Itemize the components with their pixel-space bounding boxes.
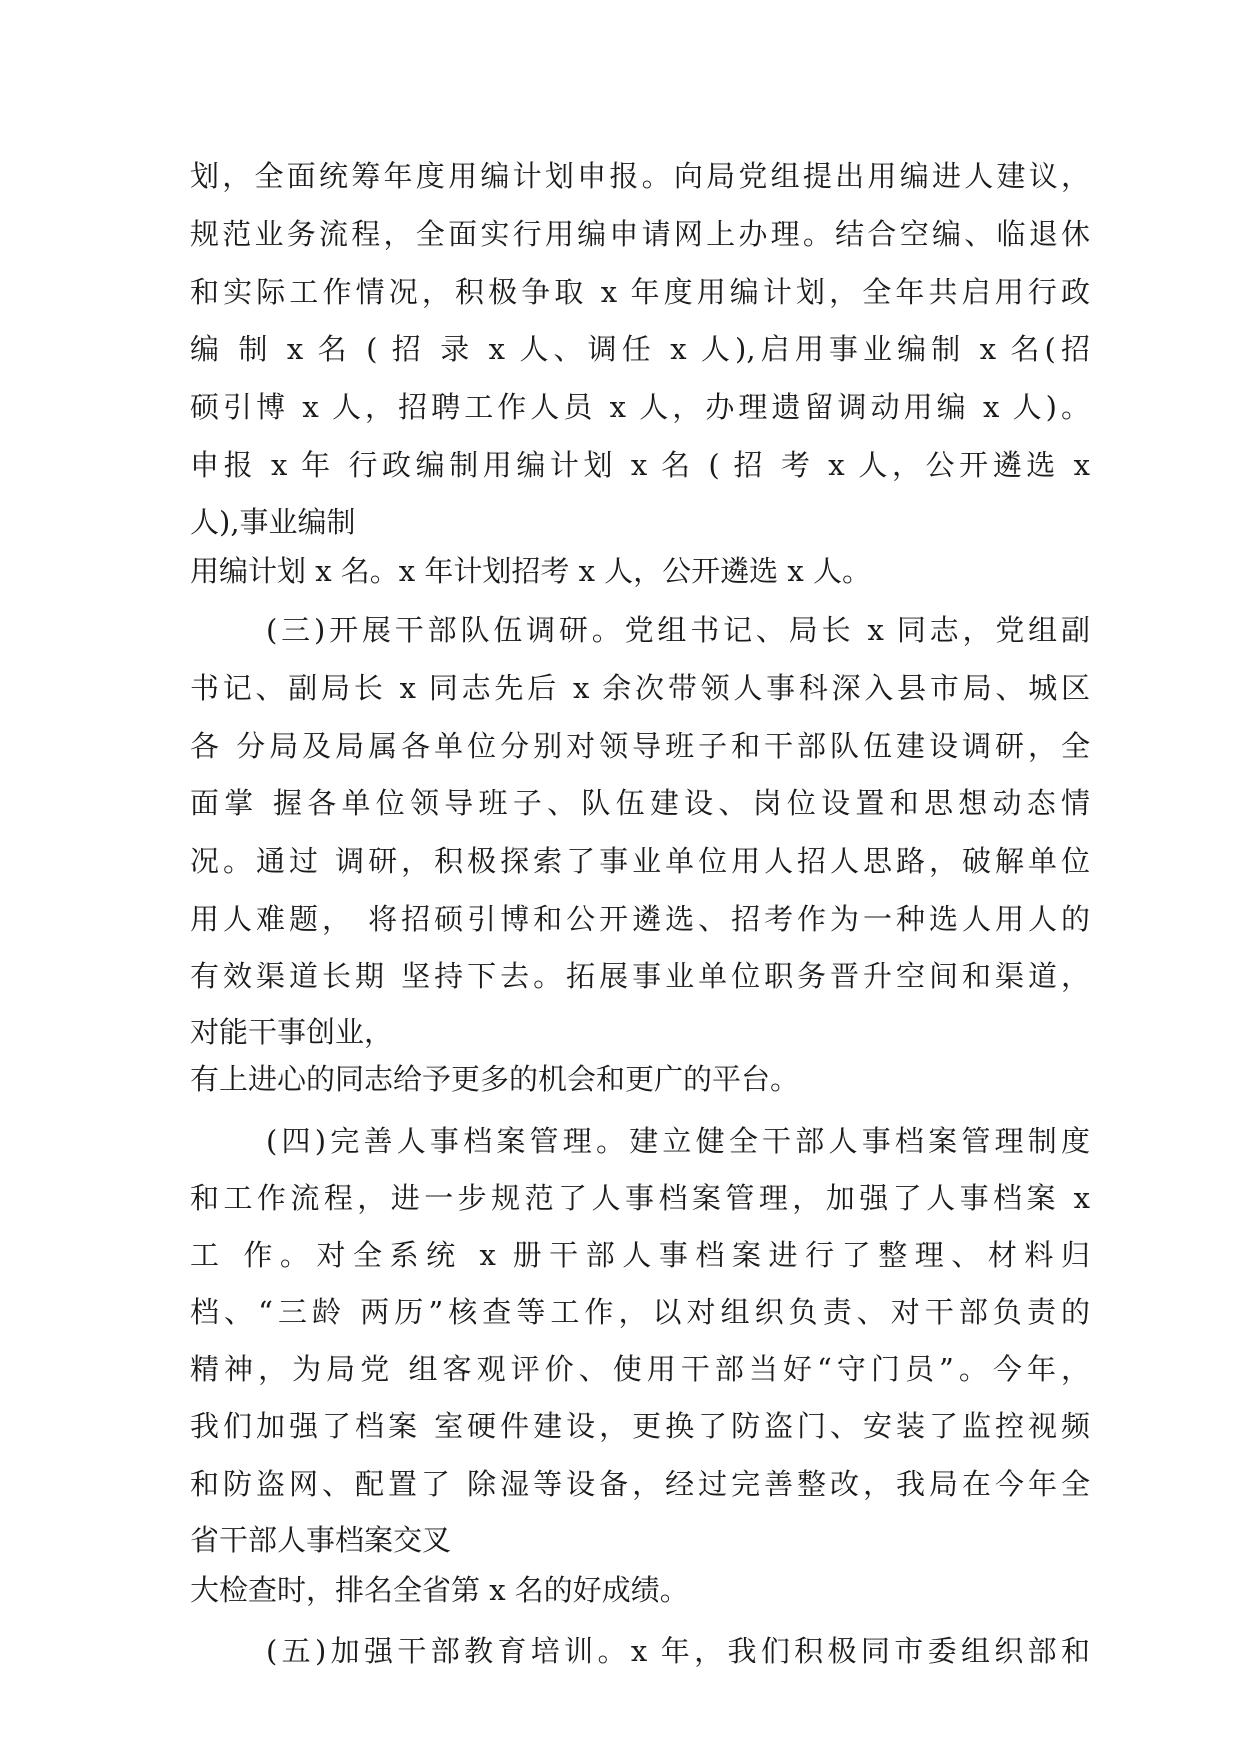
paragraph-line: 用编计划 x 名。x 年计划招考 x 人，公开遴选 x 人。 <box>190 554 871 588</box>
section-heading-line: (五)加强干部教育培训。x 年，我们积极同市委组织部和 <box>266 1634 1090 1668</box>
paragraph-line: 用人难题， 将招硕引博和公开遴选、招考作为一种选人用人的 <box>190 902 1090 936</box>
paragraph-line: 和工作流程，进一步规范了人事档案管理，加强了人事档案 x <box>190 1181 1090 1215</box>
paragraph-line: 硕引博 x 人，招聘工作人员 x 人，办理遗留调动用编 x 人)。 <box>190 390 1090 424</box>
paragraph-line: 申报 x 年 行政编制用编计划 x 名 ( 招 考 x 人，公开遴选 x <box>190 448 1090 482</box>
paragraph-line: 况。通过 调研，积极探索了事业单位用人招人思路，破解单位 <box>190 844 1090 878</box>
paragraph-line: 大检查时，排名全省第 x 名的好成绩。 <box>190 1573 689 1607</box>
paragraph-line: 档、“三龄 两历”核查等工作，以对组织负责、对干部负责的 <box>190 1295 1090 1329</box>
paragraph-line: 精神，为局党 组客观评价、使用干部当好“守门员”。今年， <box>190 1352 1090 1386</box>
paragraph-line: 有上进心的同志给予更多的机会和更广的平台。 <box>190 1062 800 1096</box>
section-heading-line: (三)开展干部队伍调研。党组书记、局长 x 同志，党组副 <box>266 613 1090 647</box>
paragraph-line: 和实际工作情况，积极争取 x 年度用编计划，全年共启用行政 <box>190 275 1090 309</box>
paragraph-line: 省干部人事档案交叉 <box>190 1523 452 1557</box>
paragraph-line: 工 作。对全系统 x 册干部人事档案进行了整理、材料归 <box>190 1238 1090 1272</box>
paragraph-line: 规范业务流程，全面实行用编申请网上办理。结合空编、临退休 <box>190 217 1090 251</box>
section-heading-line: (四)完善人事档案管理。建立健全干部人事档案管理制度 <box>266 1124 1090 1158</box>
paragraph-line: 面掌 握各单位领导班子、队伍建设、岗位设置和思想动态情 <box>190 786 1090 820</box>
paragraph-line: 划，全面统筹年度用编计划申报。向局党组提出用编进人建议， <box>190 159 1090 193</box>
paragraph-line: 各 分局及局属各单位分别对领导班子和干部队伍建设调研，全 <box>190 729 1090 763</box>
paragraph-line: 人),事业编制 <box>190 505 356 539</box>
paragraph-line: 对能干事创业， <box>190 1015 394 1049</box>
paragraph-line: 和防盗网、配置了 除湿等设备，经过完善整改，我局在今年全 <box>190 1467 1090 1501</box>
paragraph-line: 书记、副局长 x 同志先后 x 余次带领人事科深入县市局、城区 <box>190 671 1090 705</box>
paragraph-line: 有效渠道长期 坚持下去。拓展事业单位职务晋升空间和渠道， <box>190 959 1090 993</box>
paragraph-line: 我们加强了档案 室硬件建设，更换了防盗门、安装了监控视频 <box>190 1409 1090 1443</box>
paragraph-line: 编 制 x 名 ( 招 录 x 人、调任 x 人),启用事业编制 x 名(招 <box>190 332 1090 366</box>
